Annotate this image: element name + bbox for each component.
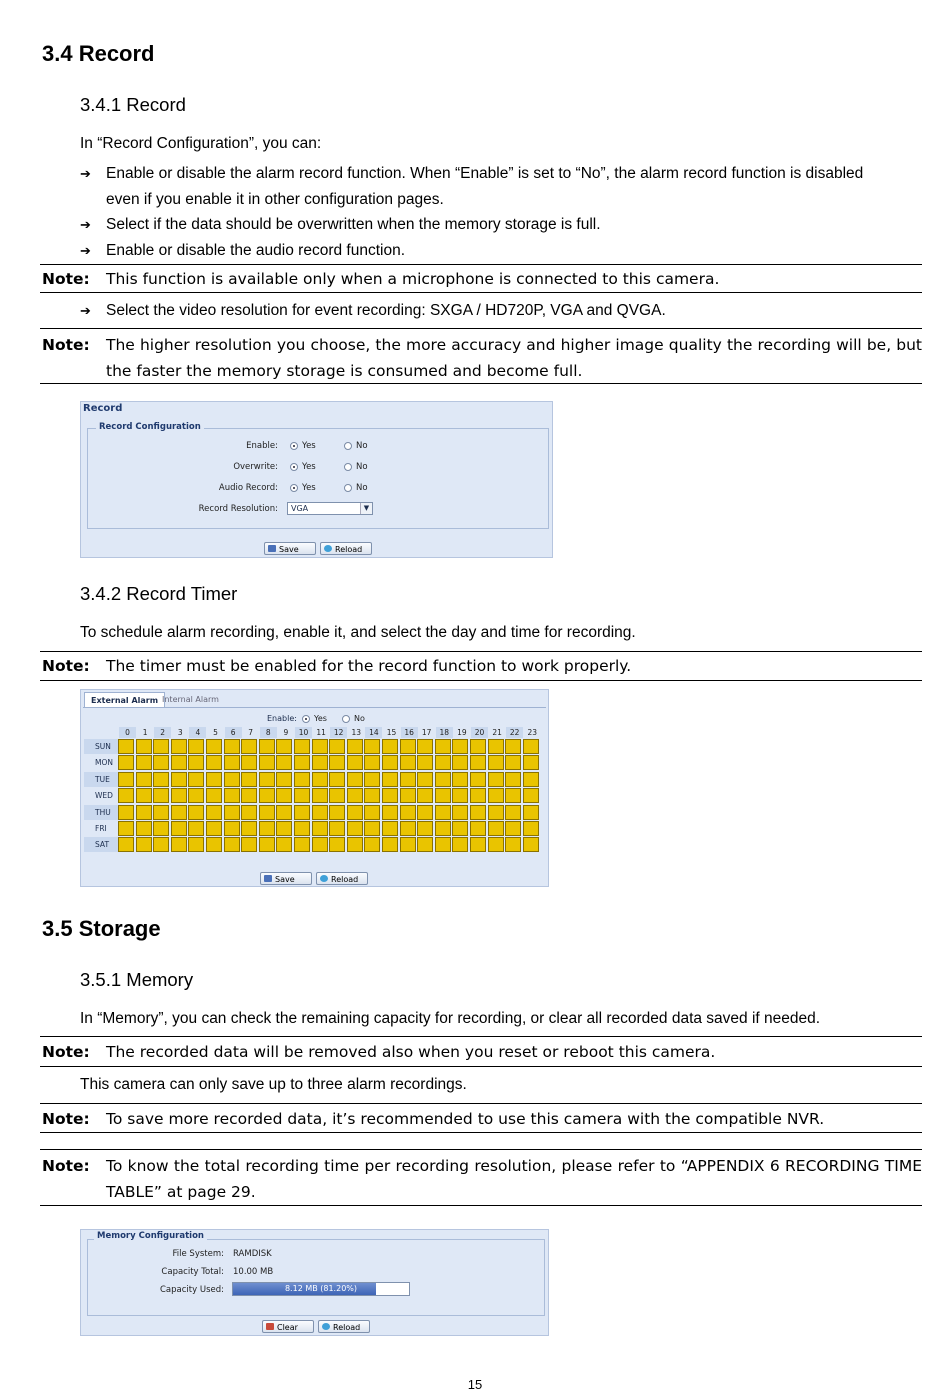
bullet-item: ➔ Enable or disable the alarm record function. When “Enable” is set to “No”, the alarm record function is disabled even if you enable it in other configuration pages. (80, 161, 900, 213)
save-icon (268, 545, 276, 552)
schedule-cell[interactable] (206, 821, 222, 836)
timer-text: To schedule alarm recording, enable it, and select the day and time for recording. (80, 624, 636, 641)
capacity-used-value: 8.12 MB (81.20%) (284, 1284, 358, 1293)
schedule-cell[interactable] (276, 772, 292, 787)
note-box: Note: To save more recorded data, it’s recommended to use this camera with the compatible NVR. (40, 1103, 922, 1133)
schedule-cell[interactable] (118, 772, 134, 787)
schedule-cell[interactable] (417, 805, 433, 820)
schedule-cell[interactable] (435, 739, 451, 754)
enable-yes-radio[interactable]: Yes (290, 441, 316, 451)
hour-label: 11 (316, 728, 326, 737)
schedule-cell[interactable] (153, 739, 169, 754)
schedule-cell[interactable] (470, 755, 486, 770)
hour-label: 5 (213, 728, 218, 737)
schedule-cell[interactable] (259, 755, 275, 770)
schedule-cell[interactable] (294, 837, 310, 852)
schedule-cell[interactable] (523, 821, 539, 836)
schedule-cell[interactable] (400, 837, 416, 852)
schedule-cell[interactable] (505, 821, 521, 836)
arrow-bullet-icon: ➔ (80, 303, 91, 318)
schedule-cell[interactable] (153, 772, 169, 787)
schedule-cell[interactable] (312, 821, 328, 836)
schedule-cell[interactable] (417, 739, 433, 754)
hour-label: 18 (436, 727, 453, 738)
schedule-cell[interactable] (382, 739, 398, 754)
memory-text-2: This camera can only save up to three alarm recordings. (80, 1076, 467, 1093)
tab-internal-alarm[interactable]: Internal Alarm (162, 695, 219, 704)
resolution-label: Record Resolution: (198, 504, 278, 514)
schedule-cell[interactable] (329, 788, 345, 803)
audio-no-radio[interactable]: No (344, 483, 368, 493)
schedule-cell[interactable] (364, 739, 380, 754)
schedule-cell[interactable] (224, 821, 240, 836)
schedule-cell[interactable] (206, 805, 222, 820)
schedule-cell[interactable] (118, 821, 134, 836)
schedule-cell[interactable] (153, 755, 169, 770)
note-label: Note: (42, 270, 90, 288)
enable-label: Enable: (246, 441, 278, 451)
hour-label: 4 (189, 727, 206, 738)
schedule-cell[interactable] (276, 788, 292, 803)
note-label: Note: (42, 1157, 90, 1175)
schedule-cell[interactable] (188, 788, 204, 803)
schedule-cell[interactable] (470, 821, 486, 836)
schedule-cell[interactable] (505, 755, 521, 770)
schedule-cell[interactable] (153, 837, 169, 852)
schedule-cell[interactable] (347, 788, 363, 803)
schedule-cell[interactable] (347, 837, 363, 852)
note-box: Note: To know the total recording time per recording resolution, please refer to “APPENDIX 6 RECORDING TIME TABLE” at page 29. (40, 1149, 922, 1206)
schedule-cell[interactable] (276, 739, 292, 754)
record-config-panel (80, 401, 553, 558)
schedule-cell[interactable] (118, 755, 134, 770)
schedule-cell[interactable] (259, 821, 275, 836)
schedule-cell[interactable] (364, 788, 380, 803)
reload-icon (324, 545, 332, 552)
schedule-cell[interactable] (364, 805, 380, 820)
schedule-cell[interactable] (241, 772, 257, 787)
schedule-cell[interactable] (505, 805, 521, 820)
subheading-record: 3.4.1 Record (80, 94, 186, 115)
page-number: 15 (467, 1377, 483, 1392)
section-heading-storage: 3.5 Storage (42, 916, 161, 941)
schedule-cell[interactable] (329, 739, 345, 754)
schedule-cell[interactable] (206, 739, 222, 754)
schedule-cell[interactable] (470, 788, 486, 803)
schedule-cell[interactable] (259, 772, 275, 787)
schedule-cell[interactable] (241, 837, 257, 852)
schedule-cell[interactable] (347, 739, 363, 754)
save-icon (264, 875, 272, 882)
schedule-cell[interactable] (259, 739, 275, 754)
schedule-cell[interactable] (382, 772, 398, 787)
schedule-cell[interactable] (382, 837, 398, 852)
schedule-cell[interactable] (136, 739, 152, 754)
schedule-cell[interactable] (505, 837, 521, 852)
hour-label: 19 (457, 728, 467, 737)
schedule-cell[interactable] (347, 755, 363, 770)
schedule-cell[interactable] (241, 788, 257, 803)
schedule-cell[interactable] (364, 821, 380, 836)
day-label: THU (84, 805, 118, 820)
schedule-cell[interactable] (470, 805, 486, 820)
schedule-cell[interactable] (417, 837, 433, 852)
schedule-cell[interactable] (294, 755, 310, 770)
day-label: SUN (84, 739, 118, 754)
schedule-cell[interactable] (206, 755, 222, 770)
reload-button[interactable]: Reload (320, 542, 372, 555)
schedule-cell[interactable] (452, 755, 468, 770)
schedule-cell[interactable] (171, 837, 187, 852)
schedule-cell[interactable] (505, 739, 521, 754)
note-box: Note: This function is available only when a microphone is connected to this camera. (40, 264, 922, 293)
schedule-cell[interactable] (118, 805, 134, 820)
timer-enable-no-radio[interactable]: No (342, 714, 365, 723)
overwrite-yes-radio[interactable]: Yes (290, 462, 316, 472)
clear-button[interactable]: Clear (262, 1320, 314, 1333)
schedule-cell[interactable] (153, 788, 169, 803)
record-intro: In “Record Configuration”, you can: (80, 135, 322, 152)
schedule-cell[interactable] (400, 772, 416, 787)
schedule-cell[interactable] (452, 788, 468, 803)
schedule-cell[interactable] (452, 837, 468, 852)
schedule-cell[interactable] (224, 772, 240, 787)
schedule-cell[interactable] (400, 805, 416, 820)
schedule-cell[interactable] (382, 788, 398, 803)
schedule-cell[interactable] (329, 837, 345, 852)
schedule-cell[interactable] (488, 837, 504, 852)
day-label: TUE (84, 772, 118, 787)
schedule-cell[interactable] (312, 755, 328, 770)
schedule-cell[interactable] (417, 755, 433, 770)
schedule-cell[interactable] (171, 755, 187, 770)
schedule-cell[interactable] (136, 805, 152, 820)
schedule-cell[interactable] (188, 805, 204, 820)
schedule-cell[interactable] (435, 805, 451, 820)
schedule-cell[interactable] (312, 788, 328, 803)
schedule-cell[interactable] (347, 772, 363, 787)
file-system-value: RAMDISK (233, 1249, 272, 1259)
schedule-cell[interactable] (294, 788, 310, 803)
hour-label: 7 (248, 728, 254, 737)
note-label: Note: (42, 657, 90, 675)
hour-label: 0 (119, 727, 136, 738)
schedule-cell[interactable] (523, 805, 539, 820)
schedule-cell[interactable] (224, 739, 240, 754)
hour-label: 14 (365, 727, 382, 738)
schedule-cell[interactable] (400, 788, 416, 803)
enable-no-radio[interactable]: No (344, 441, 368, 451)
schedule-cell[interactable] (153, 805, 169, 820)
schedule-cell[interactable] (435, 772, 451, 787)
clear-icon (266, 1323, 274, 1330)
schedule-cell[interactable] (435, 837, 451, 852)
schedule-cell[interactable] (276, 755, 292, 770)
schedule-cell[interactable] (329, 821, 345, 836)
hour-label: 15 (386, 728, 397, 737)
schedule-cell[interactable] (312, 739, 328, 754)
schedule-cell[interactable] (188, 772, 204, 787)
fieldset-legend: Record Configuration (96, 422, 204, 432)
hour-label: 21 (492, 728, 502, 737)
schedule-cell[interactable] (188, 837, 204, 852)
timer-enable-label: Enable: (267, 714, 297, 723)
schedule-cell[interactable] (171, 788, 187, 803)
schedule-cell[interactable] (400, 755, 416, 770)
schedule-cell[interactable] (364, 772, 380, 787)
hour-label: 10 (295, 727, 312, 738)
schedule-cell[interactable] (224, 837, 240, 852)
schedule-cell[interactable] (224, 788, 240, 803)
timer-enable-yes-radio[interactable]: Yes (302, 714, 327, 723)
schedule-cell[interactable] (294, 805, 310, 820)
hour-label: 13 (351, 728, 362, 737)
schedule-cell[interactable] (400, 821, 416, 836)
schedule-cell[interactable] (452, 739, 468, 754)
memory-text: In “Memory”, you can check the remaining capacity for recording, or clear all recorded data saved if needed. (80, 1010, 821, 1027)
overwrite-no-radio[interactable]: No (344, 462, 368, 472)
capacity-total-label: Capacity Total: (161, 1267, 224, 1277)
overwrite-label: Overwrite: (233, 462, 278, 472)
schedule-cell[interactable] (488, 788, 504, 803)
day-label: WED (95, 791, 113, 801)
reload-button[interactable]: Reload (316, 872, 368, 885)
schedule-cell[interactable] (523, 755, 539, 770)
schedule-cell[interactable] (206, 788, 222, 803)
schedule-cell[interactable] (312, 772, 328, 787)
note-box: Note: The recorded data will be removed also when you reset or reboot this camera. (40, 1036, 922, 1067)
schedule-cell[interactable] (294, 772, 310, 787)
schedule-cell[interactable] (312, 805, 328, 820)
tab-external-alarm[interactable]: External Alarm (84, 692, 165, 707)
note-box: Note: The higher resolution you choose, the more accuracy and higher image quality the recording will be, but the faster the memory storage is consumed and become full. (40, 328, 922, 384)
schedule-cell[interactable] (294, 821, 310, 836)
schedule-cell[interactable] (259, 788, 275, 803)
schedule-cell[interactable] (153, 821, 169, 836)
schedule-cell[interactable] (276, 805, 292, 820)
schedule-cell[interactable] (241, 755, 257, 770)
schedule-cell[interactable] (136, 821, 152, 836)
fieldset-legend: Memory Configuration (94, 1231, 207, 1241)
hour-label: 22 (506, 727, 523, 738)
schedule-cell[interactable] (188, 755, 204, 770)
schedule-cell[interactable] (136, 755, 152, 770)
hour-label: 20 (471, 727, 488, 738)
schedule-cell[interactable] (329, 772, 345, 787)
schedule-cell[interactable] (523, 772, 539, 787)
hour-label: 1 (142, 728, 148, 737)
panel-title: Record (83, 403, 123, 414)
audio-yes-radio[interactable]: Yes (290, 483, 316, 493)
schedule-cell[interactable] (435, 788, 451, 803)
bullet-item: ➔ Select the video resolution for event recording: SXGA / HD720P, VGA and QVGA. (80, 298, 900, 324)
save-button[interactable]: Save (264, 542, 316, 555)
schedule-cell[interactable] (136, 837, 152, 852)
schedule-cell[interactable] (364, 837, 380, 852)
schedule-cell[interactable] (505, 772, 521, 787)
schedule-cell[interactable] (382, 755, 398, 770)
schedule-cell[interactable] (488, 805, 504, 820)
schedule-cell[interactable] (206, 837, 222, 852)
schedule-cell[interactable] (171, 805, 187, 820)
schedule-cell[interactable] (505, 788, 521, 803)
schedule-cell[interactable] (136, 772, 152, 787)
schedule-cell[interactable] (206, 772, 222, 787)
schedule-cell[interactable] (171, 821, 187, 836)
schedule-cell[interactable] (488, 755, 504, 770)
chevron-down-icon: ▼ (360, 503, 372, 514)
schedule-cell[interactable] (118, 788, 134, 803)
schedule-cell[interactable] (470, 772, 486, 787)
schedule-cell[interactable] (276, 821, 292, 836)
schedule-cell[interactable] (435, 821, 451, 836)
schedule-cell[interactable] (241, 805, 257, 820)
arrow-bullet-icon: ➔ (80, 217, 91, 232)
record-timer-panel (80, 689, 549, 887)
schedule-cell[interactable] (329, 805, 345, 820)
capacity-used-label: Capacity Used: (160, 1285, 224, 1295)
memory-config-panel (80, 1229, 549, 1336)
arrow-bullet-icon: ➔ (80, 166, 91, 181)
schedule-cell[interactable] (470, 837, 486, 852)
schedule-cell[interactable] (523, 739, 539, 754)
reload-icon (320, 875, 328, 882)
schedule-cell[interactable] (118, 837, 134, 852)
schedule-cell[interactable] (382, 821, 398, 836)
schedule-cell[interactable] (347, 805, 363, 820)
schedule-cell[interactable] (347, 821, 363, 836)
file-system-label: File System: (172, 1249, 224, 1259)
day-label: FRI (95, 824, 107, 833)
schedule-cell[interactable] (188, 821, 204, 836)
schedule-cell[interactable] (136, 788, 152, 803)
schedule-cell[interactable] (171, 739, 187, 754)
schedule-cell[interactable] (188, 739, 204, 754)
schedule-cell[interactable] (224, 755, 240, 770)
schedule-cell[interactable] (224, 805, 240, 820)
schedule-cell[interactable] (259, 805, 275, 820)
schedule-cell[interactable] (417, 788, 433, 803)
schedule-cell[interactable] (364, 755, 380, 770)
day-label: MON (95, 758, 113, 768)
schedule-cell[interactable] (488, 772, 504, 787)
hour-label: 12 (330, 727, 347, 738)
reload-button[interactable]: Reload (318, 1320, 370, 1333)
schedule-cell[interactable] (417, 772, 433, 787)
bullet-item: ➔ Enable or disable the audio record function. (80, 238, 900, 264)
audio-record-label: Audio Record: (218, 483, 278, 493)
schedule-cell[interactable] (417, 821, 433, 836)
schedule-cell[interactable] (400, 739, 416, 754)
schedule-cell[interactable] (523, 788, 539, 803)
save-button[interactable]: Save (260, 872, 312, 885)
schedule-cell[interactable] (435, 755, 451, 770)
schedule-cell[interactable] (312, 837, 328, 852)
note-label: Note: (42, 336, 90, 354)
schedule-cell[interactable] (452, 805, 468, 820)
schedule-cell[interactable] (470, 739, 486, 754)
bullet-item: ➔ Select if the data should be overwritten when the memory storage is full. (80, 212, 900, 238)
schedule-cell[interactable] (452, 772, 468, 787)
schedule-cell[interactable] (171, 772, 187, 787)
note-label: Note: (42, 1110, 90, 1128)
schedule-cell[interactable] (488, 739, 504, 754)
hour-label: 23 (527, 728, 538, 737)
schedule-cell[interactable] (241, 821, 257, 836)
reload-icon (322, 1323, 330, 1330)
subheading-memory: 3.5.1 Memory (80, 969, 194, 990)
capacity-total-value: 10.00 MB (233, 1267, 274, 1277)
schedule-cell[interactable] (276, 837, 292, 852)
schedule-cell[interactable] (118, 739, 134, 754)
hour-label: 17 (421, 728, 432, 737)
hour-label: 8 (260, 727, 277, 738)
resolution-select[interactable]: VGA ▼ (287, 502, 373, 515)
hour-label: 16 (401, 727, 418, 738)
subheading-record-timer: 3.4.2 Record Timer (80, 583, 238, 604)
arrow-bullet-icon: ➔ (80, 243, 91, 258)
section-heading-record: 3.4 Record (42, 41, 155, 66)
schedule-cell[interactable] (294, 739, 310, 754)
schedule-cell[interactable] (523, 837, 539, 852)
schedule-cell[interactable] (452, 821, 468, 836)
capacity-used-bar (232, 1282, 410, 1296)
hour-label: 3 (177, 728, 183, 737)
schedule-cell[interactable] (329, 755, 345, 770)
schedule-cell[interactable] (488, 821, 504, 836)
day-label: SAT (84, 837, 118, 852)
note-label: Note: (42, 1043, 90, 1061)
schedule-cell[interactable] (259, 837, 275, 852)
hour-label: 2 (154, 727, 171, 738)
schedule-cell[interactable] (382, 805, 398, 820)
note-box: Note: The timer must be enabled for the record function to work properly. (40, 651, 922, 681)
hour-label: 9 (283, 728, 289, 737)
schedule-cell[interactable] (241, 739, 257, 754)
hour-label: 6 (225, 727, 242, 738)
